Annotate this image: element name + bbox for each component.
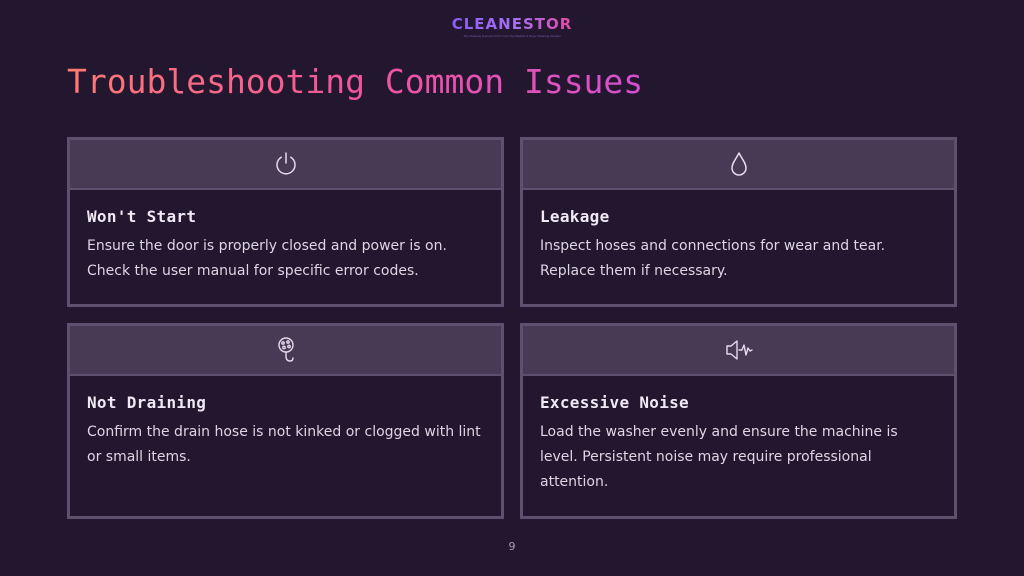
card-body [523, 376, 954, 495]
card-body [523, 190, 954, 284]
card-title: Won't Start [87, 207, 197, 226]
brand-name: CLEANESTOR [448, 14, 576, 34]
issue-card-leakage [520, 137, 957, 307]
page-number: 9 [508, 540, 516, 553]
brand-logo [448, 14, 576, 40]
card-body [70, 190, 501, 284]
card-title: Not Draining [87, 393, 207, 412]
card-header [70, 326, 501, 376]
card-header [70, 140, 501, 190]
issue-card-wont-start [67, 137, 504, 307]
speaker-noise-icon [724, 338, 754, 362]
brand-tagline: The Cleaning Success Kit for Your Top Washer & Dryer Cleaning Solution [463, 34, 561, 38]
page-title: Troubleshooting Common Issues [67, 56, 643, 108]
issue-card-not-draining [67, 323, 504, 519]
card-header [523, 140, 954, 190]
card-description: Inspect hoses and connections for wear and tear. Replace them if necessary. [540, 238, 886, 279]
card-description: Confirm the drain hose is not kinked or clogged with lint or small items. [87, 424, 481, 465]
issue-card-excessive-noise [520, 323, 957, 519]
card-body [70, 376, 501, 470]
card-header [523, 326, 954, 376]
card-description: Load the washer evenly and ensure the machine is level. Persistent noise may require professional attention. [540, 424, 898, 490]
power-icon [274, 151, 298, 177]
drain-hose-icon [275, 336, 297, 364]
water-drop-icon [729, 151, 749, 177]
card-title: Leakage [540, 207, 610, 226]
card-title: Excessive Noise [540, 393, 689, 412]
card-description: Ensure the door is properly closed and power is on. Check the user manual for specific error codes. [87, 238, 447, 279]
